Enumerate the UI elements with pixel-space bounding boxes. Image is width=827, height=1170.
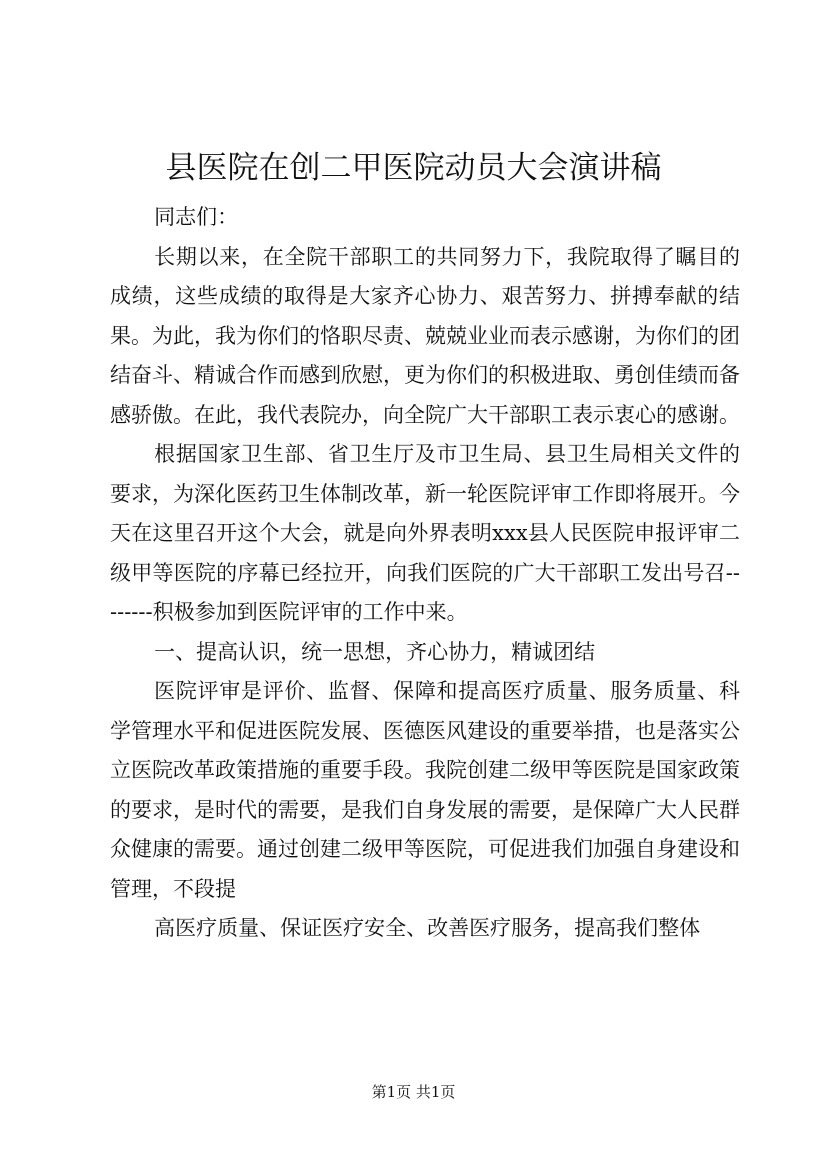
section-heading-1: 一、提高认识，统一思想，齐心协力，精诚团结 <box>154 639 596 664</box>
paragraph-continuation: 高医疗质量、保证医疗安全、改善医疗服务，提高我们整体 <box>154 916 701 940</box>
document-body <box>110 198 740 949</box>
document-title: 县医院在创二甲医院动员大会演讲稿 <box>165 150 662 186</box>
paragraph-thanks: 长期以来，在全院干部职工的共同努力下，我院取得了瞩目的成绩，这些成绩的取得是大家齐心协力、艰苦努力、拼搏奉献的结果。为此，我为你们的恪职尽责、兢兢业业而表示感谢，为你们的团结奋斗、精诚合作而感到欣慰，更为你们的积极进取、勇创佳绩而备感骄傲。在此，我代表院办，向全院广大干部职工表示衷心的感谢。 <box>110 244 740 427</box>
paragraph-review-significance: 医院评审是评价、监督、保障和提高医疗质量、服务质量、科学管理水平和促进医院发展、医德医风建设的重要举措，也是落实公立医院改革政策措施的重要手段。我院创建二级甲等医院是国家政策的要求，是时代的需要，是我们自身发展的需要，是保障广大人民群众健康的需要。通过创建二级甲等医院，可促进我们加强自身建设和管理，不段提 <box>110 679 740 901</box>
paragraph-review-announcement: 根据国家卫生部、省卫生厅及市卫生局、县卫生局相关文件的要求，为深化医药卫生体制改革，新一轮医院评审工作即将展开。今天在这里召开这个大会，就是向外界表明xxx县人民医院申报评审二级甲等医院的序幕已经拉开，向我们医院的广大干部职工发出号召--------积极参加到医院评审的工作中来。 <box>110 442 740 624</box>
page-footer: 第1页 共1页 <box>371 1083 456 1101</box>
paragraph-salutation: 同志们： <box>154 205 239 229</box>
